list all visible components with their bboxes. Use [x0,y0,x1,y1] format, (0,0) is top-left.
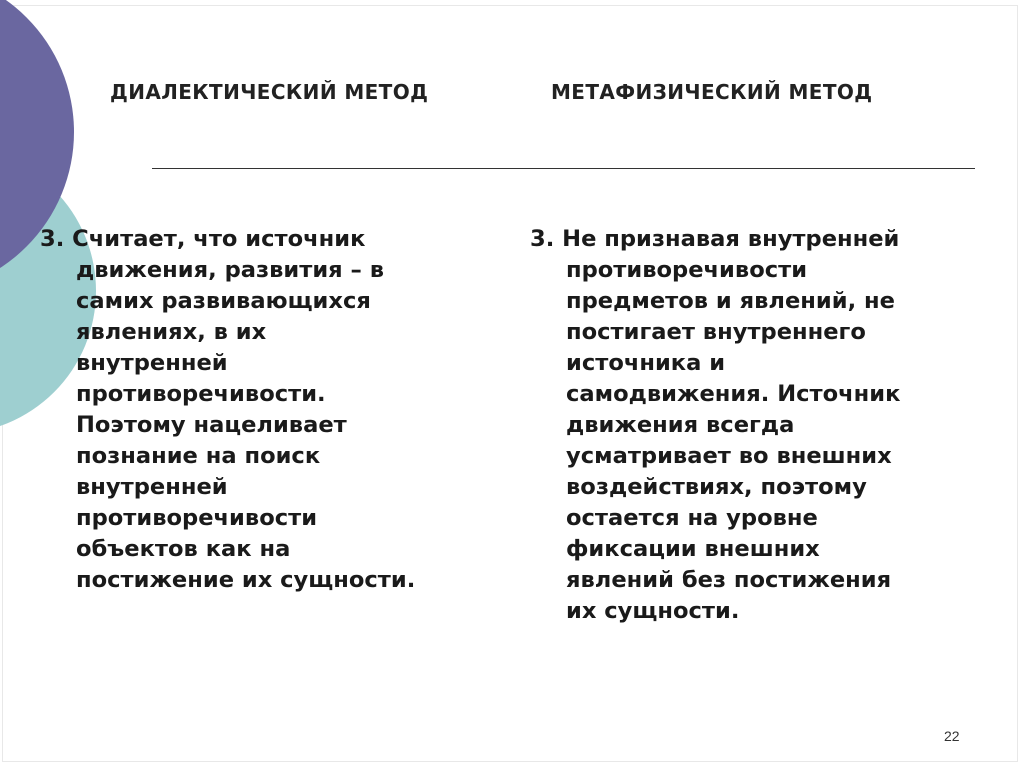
text-line: противоречивости [76,505,318,531]
text-line: Поэтому нацеливает [76,412,347,438]
page-number: 22 [944,728,960,744]
text-line: усматривает во внешних [566,443,892,469]
text-line: постигает внутреннего [566,319,866,345]
text-line: познание на поиск [76,443,321,469]
text-line: их сущности. [566,598,740,624]
text-line: движения, развития – в [76,257,385,283]
text-line: объектов как на [76,536,291,562]
header-metaphysical-method: МЕТАФИЗИЧЕСКИЙ МЕТОД [551,80,873,104]
header-divider [152,168,975,169]
text-line: явлениях, в их [76,319,267,345]
text-line: самих развивающихся [76,288,371,314]
metaphysical-point-3 [530,224,980,627]
text-line: воздействиях, поэтому [566,474,867,500]
text-line: противоречивости [566,257,808,283]
text-line: 3. Не признавая внутренней [530,226,900,252]
text-line: предметов и явлений, не [566,288,895,314]
text-line: движения всегда [566,412,795,438]
text-line: противоречивости. [76,381,326,407]
text-line: явлений без постижения [566,567,892,593]
text-line: фиксации внешних [566,536,820,562]
text-line: самодвижения. Источник [566,381,901,407]
text-line: остается на уровне [566,505,818,531]
text-line: внутренней [76,474,228,500]
text-line: источника и [566,350,726,376]
text-line: внутренней [76,350,228,376]
header-dialectical-method: ДИАЛЕКТИЧЕСКИЙ МЕТОД [110,80,429,104]
dialectical-point-3 [40,224,480,596]
text-line: 3. Считает, что источник [40,226,366,252]
text-line: постижение их сущности. [76,567,416,593]
